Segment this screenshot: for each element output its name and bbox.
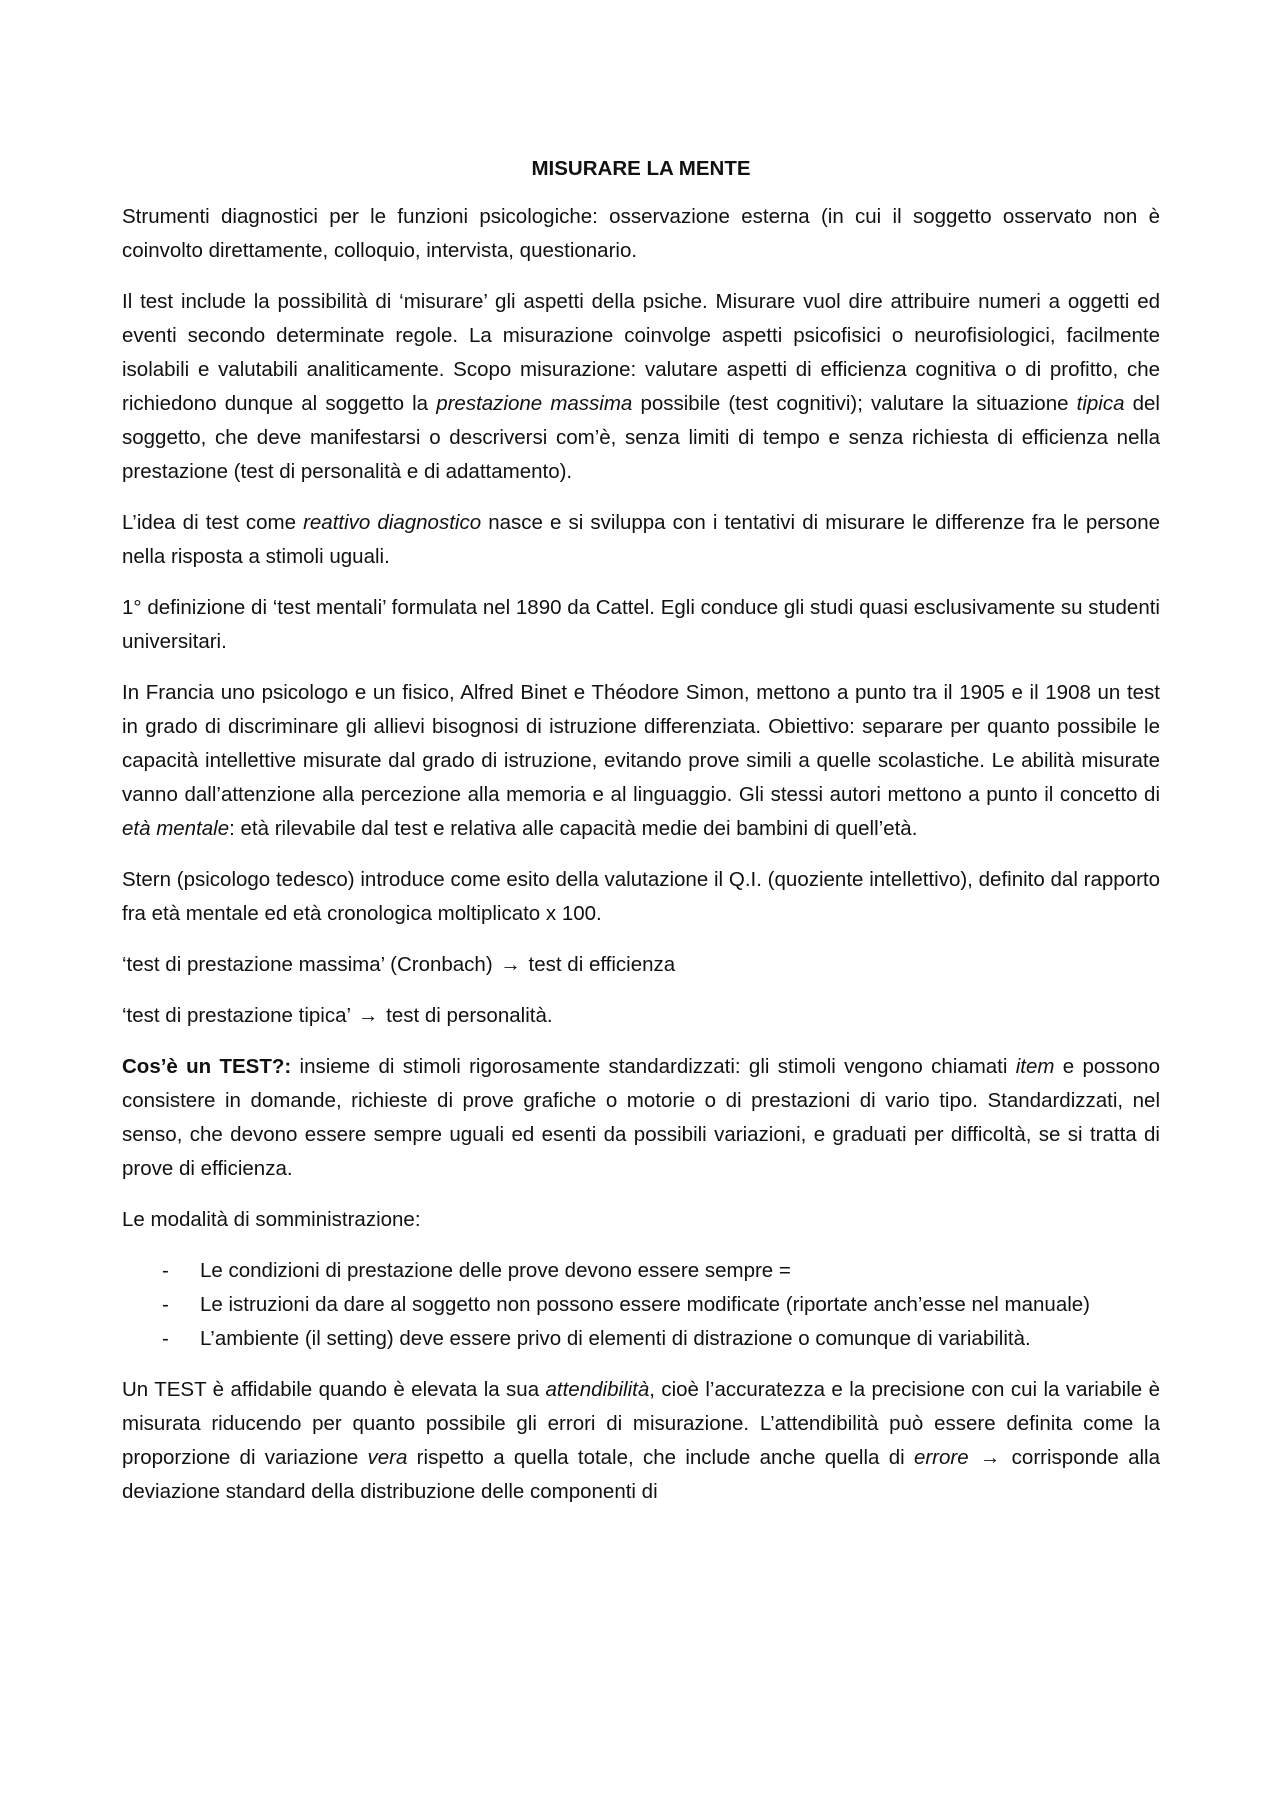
text-segment: rispetto a quella totale, che include anche quella di — [407, 1446, 914, 1469]
text-segment — [969, 1446, 978, 1469]
list-item-text: L’ambiente (il setting) deve essere privo di elementi di distrazione o comunque di variabilità. — [200, 1327, 1031, 1350]
document-page — [122, 152, 1160, 1526]
text-segment: ‘test di prestazione tipica’ — [122, 1004, 356, 1027]
text-segment: vera — [367, 1446, 408, 1469]
paragraph-p9 — [122, 1050, 1160, 1186]
dash-bullet: - — [162, 1293, 169, 1316]
text-segment: L’idea di test come — [122, 511, 304, 534]
text-segment: età mentale — [122, 817, 230, 840]
text-segment: insieme di stimoli rigorosamente standardizzati: gli stimoli vengono chiamati — [291, 1055, 1016, 1078]
dash-bullet: - — [162, 1259, 169, 1282]
text-segment: test di efficienza — [522, 953, 676, 976]
text-segment: , cioè l’accuratezza e la precisione con cui la variabile è misurata riducendo per quanto possibile gli errori di misurazione. L’attendibilità può essere definita come la proporzione di variazione — [122, 1378, 1160, 1469]
paragraph-p7 — [122, 948, 1160, 982]
list-item — [122, 1254, 1160, 1288]
arrow-right-icon: → — [979, 1446, 1001, 1469]
text-segment: Cos’è un TEST?: — [122, 1055, 292, 1078]
document-closing — [122, 1373, 1160, 1509]
document-title: MISURARE LA MENTE — [531, 157, 751, 180]
text-segment: attendibilità — [545, 1378, 650, 1401]
paragraph-p1 — [122, 200, 1160, 268]
text-segment: ‘test di prestazione massima’ (Cronbach) — [122, 953, 499, 976]
text-segment: In Francia uno psicologo e un fisico, Alfred Binet e Théodore Simon, mettono a punto tra il 1905 e il 1908 un test in grado di discriminare gli allievi bisognosi di istruzione differenziata. Obiettivo: separare per quanto possibile le capacità intellettive misurate dal grado di istruzione, evitando prove simili a quelle scolastiche. Le abilità misurate vanno dall’attenzione alla percezione alla memoria e al linguaggio. Gli stessi autori mettono a punto il concetto di — [122, 681, 1160, 806]
paragraph-p10 — [122, 1203, 1160, 1237]
text-segment: nasce e si sviluppa con i tentativi di misurare le differenze fra le persone nella risposta a stimoli uguali. — [122, 511, 1160, 568]
text-segment: possibile (test cognitivi); valutare la situazione — [632, 392, 1077, 415]
dash-list — [122, 1254, 1160, 1356]
paragraph-p11 — [122, 1373, 1160, 1509]
paragraph-p2 — [122, 285, 1160, 489]
text-segment: test di personalità. — [380, 1004, 553, 1027]
paragraph-p8 — [122, 999, 1160, 1033]
paragraph-p4 — [122, 591, 1160, 659]
text-segment: Strumenti diagnostici per le funzioni psicologiche: osservazione esterna (in cui il soggetto osservato non è coinvolto direttamente, colloquio, intervista, questionario. — [122, 205, 1160, 262]
list-item-text: Le istruzioni da dare al soggetto non possono essere modificate (riportate anch’esse nel manuale) — [200, 1293, 1090, 1316]
text-segment: Un TEST è affidabile quando è elevata la sua — [122, 1378, 546, 1401]
text-segment: corrisponde alla deviazione standard della distribuzione delle componenti di — [122, 1446, 1160, 1503]
text-segment: Il test include la possibilità di ‘misurare’ gli aspetti della psiche. Misurare vuol dire attribuire numeri a oggetti ed eventi secondo determinate regole. La misurazione coinvolge aspetti psicofisici o neurofisiologici, facilmente isolabili e valutabili analiticamente. Scopo misurazione: valutare aspetti di efficienza cognitiva o di profitto, che richiedono dunque al soggetto la — [122, 290, 1160, 415]
list-item-text: Le condizioni di prestazione delle prove devono essere sempre = — [200, 1259, 791, 1282]
text-segment: tipica — [1076, 392, 1125, 415]
paragraph-p3 — [122, 506, 1160, 574]
text-segment: Stern (psicologo tedesco) introduce come esito della valutazione il Q.I. (quoziente intellettivo), definito dal rapporto fra età mentale ed età cronologica moltiplicato x 100. — [122, 868, 1160, 925]
text-segment: del soggetto, che deve manifestarsi o descriversi com’è, senza limiti di tempo e senza richiesta di efficienza nella prestazione (test di personalità e di adattamento). — [122, 392, 1160, 483]
text-segment: 1° definizione di ‘test mentali’ formulata nel 1890 da Cattel. Egli conduce gli studi quasi esclusivamente su studenti universitari. — [122, 596, 1160, 653]
text-segment: Le modalità di somministrazione: — [122, 1208, 421, 1231]
document-body — [122, 200, 1160, 1237]
text-segment: e possono consistere in domande, richieste di prove grafiche o motorie o di prestazioni di vario tipo. Standardizzati, nel senso, che devono essere sempre uguali ed esenti da possibili variazioni, e graduati per difficoltà, se si tratta di prove di efficienza. — [122, 1055, 1160, 1180]
dash-bullet: - — [162, 1327, 169, 1350]
list-item — [122, 1322, 1160, 1356]
text-segment: prestazione massima — [436, 392, 633, 415]
paragraph-p6 — [122, 863, 1160, 931]
text-segment: item — [1015, 1055, 1055, 1078]
text-segment: reattivo diagnostico — [303, 511, 482, 534]
arrow-right-icon: → — [357, 1004, 379, 1027]
text-segment: : età rilevabile dal test e relativa alle capacità medie dei bambini di quell’età. — [229, 817, 918, 840]
arrow-right-icon: → — [500, 953, 521, 976]
paragraph-p5 — [122, 676, 1160, 846]
list-item — [122, 1288, 1160, 1322]
text-segment: errore — [913, 1446, 969, 1469]
